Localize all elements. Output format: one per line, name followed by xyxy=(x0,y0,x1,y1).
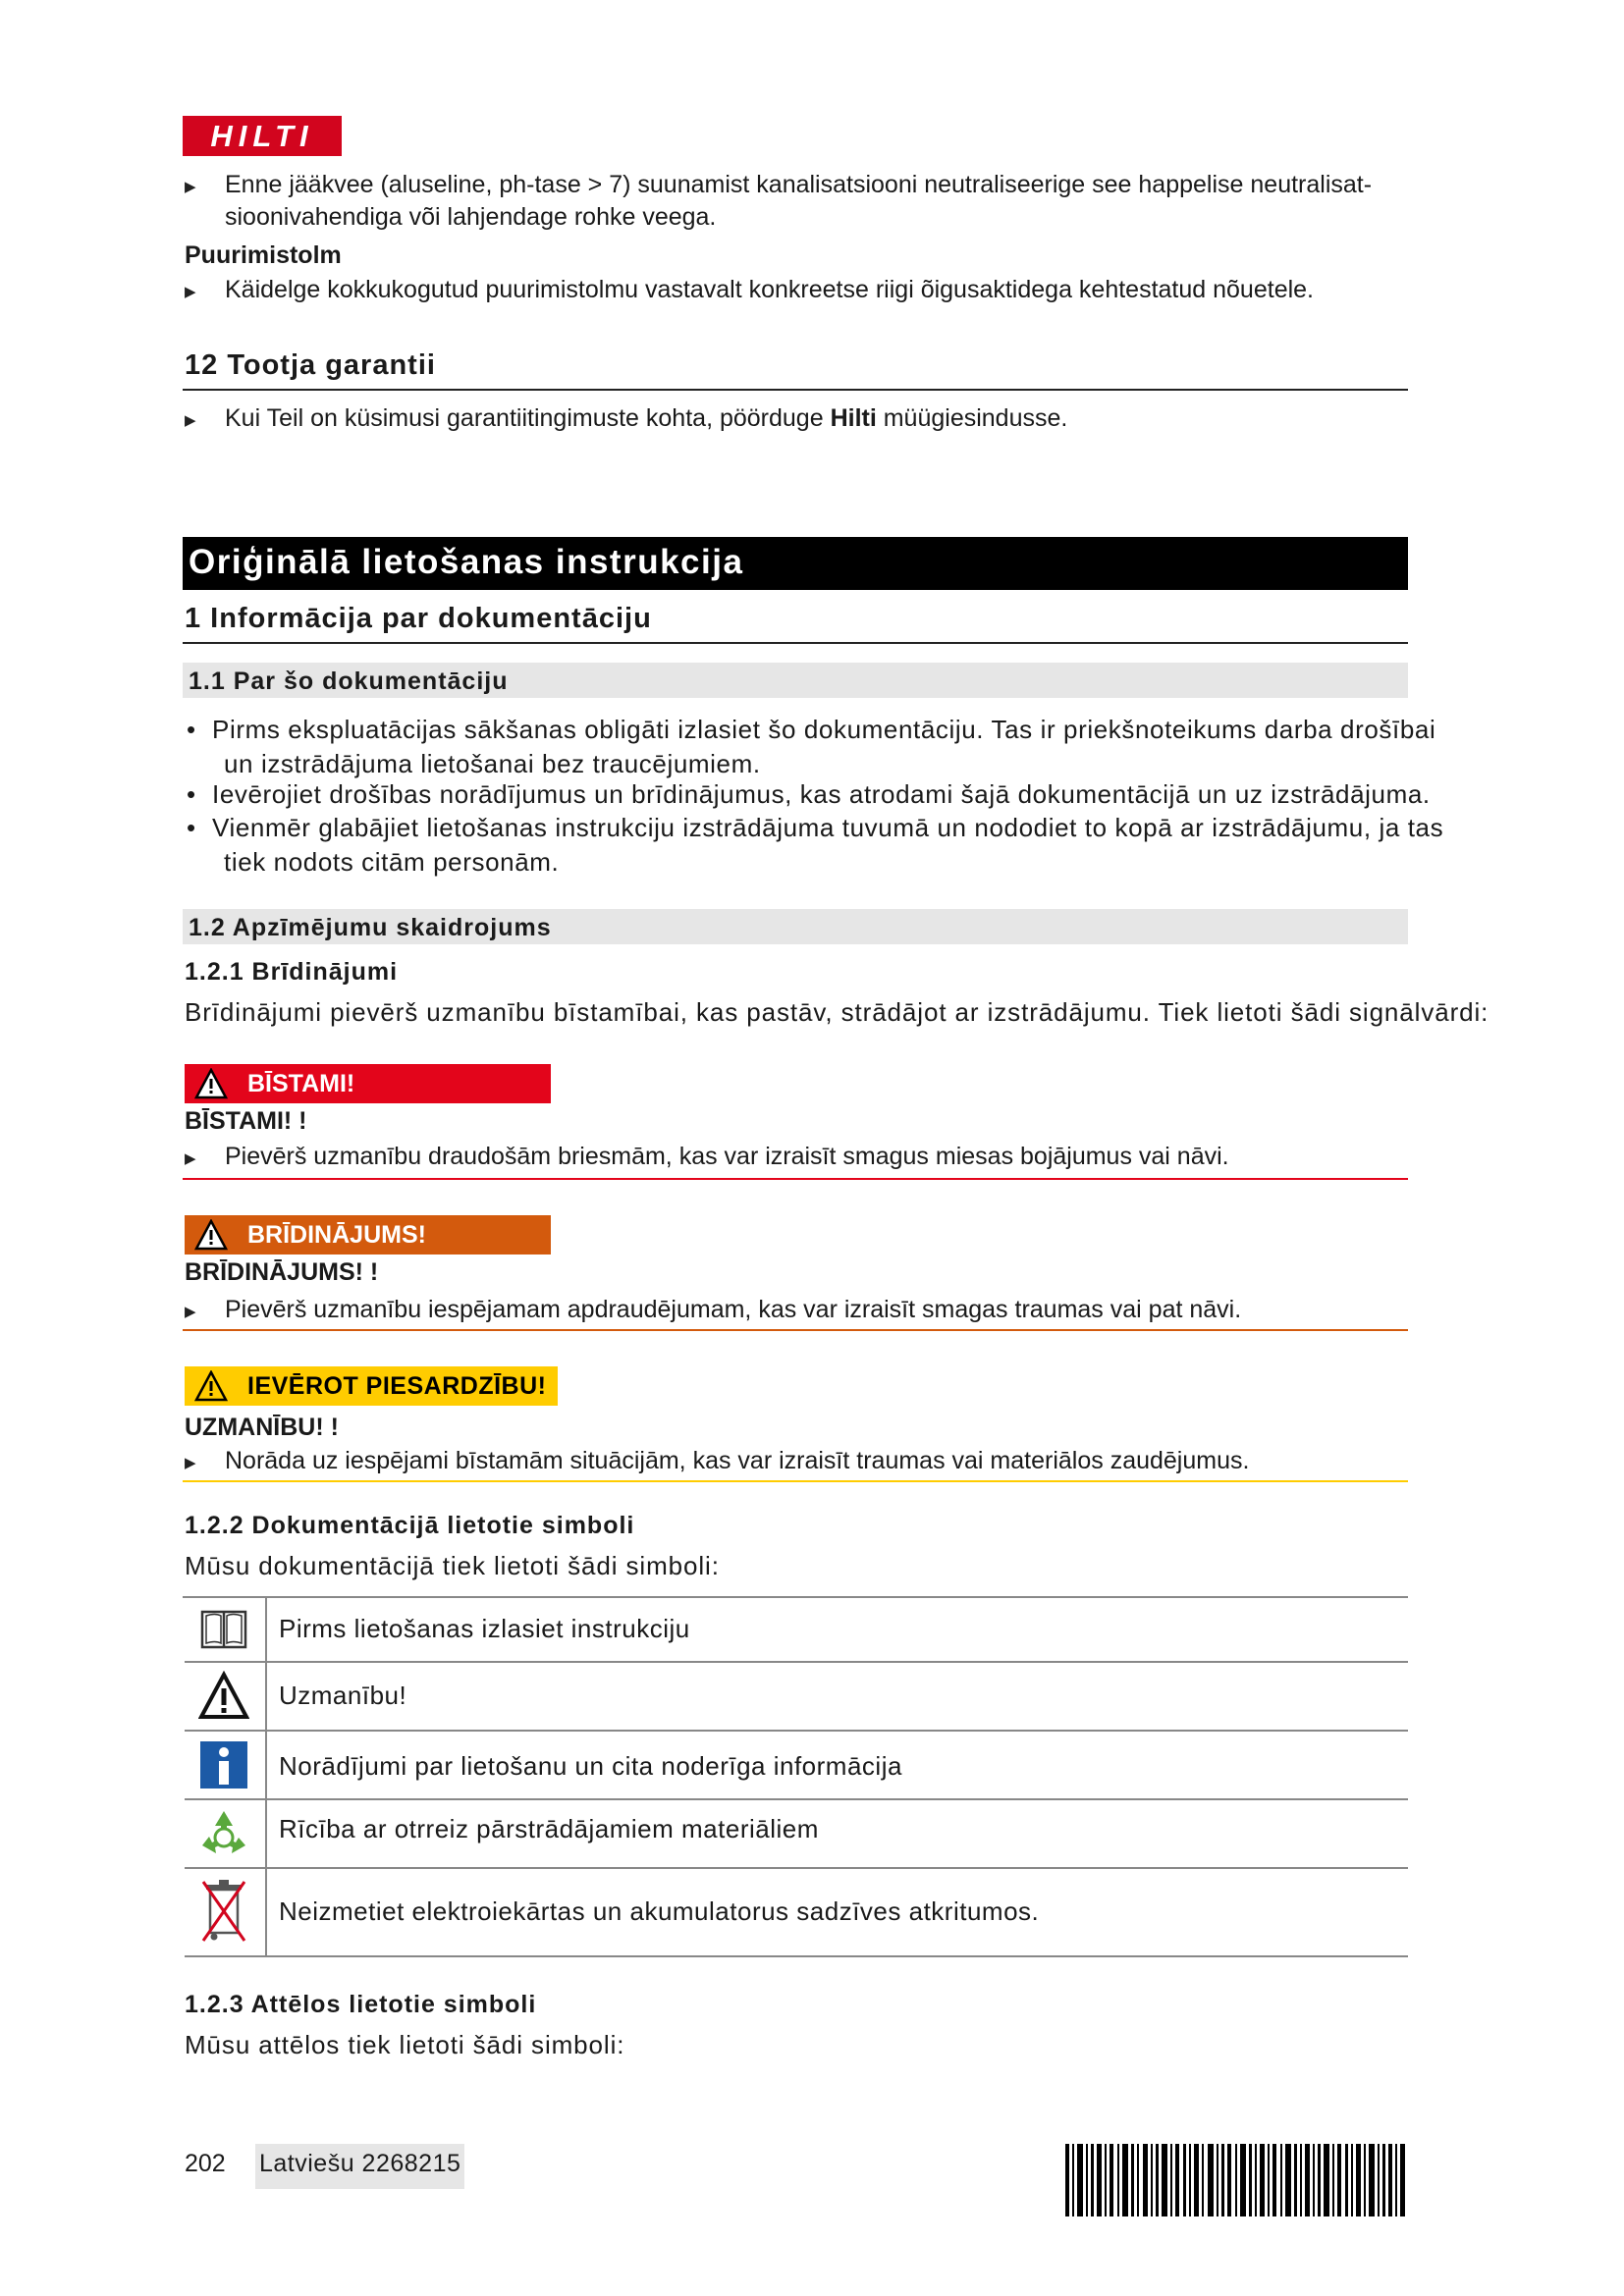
danger-badge xyxy=(185,1064,551,1103)
danger-rule xyxy=(183,1178,1408,1180)
symbols-intro: Mūsu dokumentācijā tiek lietoti šādi simboli: xyxy=(185,1551,720,1580)
bullet-arrow-icon: ▶ xyxy=(185,1304,196,1320)
bullet-dot-icon: • xyxy=(187,715,196,744)
bullet-arrow-icon: ▶ xyxy=(185,1455,196,1471)
warning-triangle-icon xyxy=(194,1219,228,1251)
section-1-2-heading: 1.2 Apzīmējumu skaidrojums xyxy=(189,914,552,941)
warning-rule xyxy=(183,1329,1408,1331)
danger-text: Pievērš uzmanību draudošām briesmām, kas var izraisīt smagus miesas bojājumus vai nāvi. xyxy=(225,1143,1229,1170)
list-item-line1: Ievērojiet drošības norādījumus un brīdinājumus, kas atrodami šajā dokumentācijā un uz izstrādājuma. xyxy=(212,779,1431,809)
bullet-arrow-icon: ▶ xyxy=(185,412,196,429)
warranty-text-brand: Hilti xyxy=(830,404,877,432)
logo-text: HILTI xyxy=(210,119,314,153)
bullet-text-line2: sioonivahendiga või lahjendage rohke veega. xyxy=(225,203,717,231)
warranty-heading: 12 Tootja garantii xyxy=(185,349,436,381)
doc-list-item xyxy=(185,713,1481,781)
caution-text: Norāda uz iespējami bīstamām situācijām, kas var izraisīt traumas vai materiālos zaudējumus. xyxy=(225,1447,1250,1474)
symbol-row xyxy=(185,1598,1408,1663)
warning-badge-label: BRĪDINĀJUMS! xyxy=(247,1221,426,1249)
symbol-row xyxy=(185,1663,1408,1732)
list-item-line1: Vienmēr glabājiet lietošanas instrukciju izstrādājuma tuvumā un nododiet to kopā ar izstrādājumu, ja tas xyxy=(212,813,1444,842)
warnings-intro: Brīdinājumi pievērš uzmanību bīstamībai, kas pastāv, strādājot ar izstrādājumu. Tiek lietoti šādi signālvārdi: xyxy=(185,997,1489,1027)
warranty-text-pre: Kui Teil on küsimusi garantiitingimuste kohta, pöörduge xyxy=(225,404,831,432)
warranty-rule xyxy=(183,389,1408,391)
bullet-arrow-icon: ▶ xyxy=(185,1150,196,1167)
warranty-bullet xyxy=(185,402,1406,435)
footer-lang-code xyxy=(255,2144,464,2189)
bullet-dot-icon: • xyxy=(187,779,196,809)
section-1-heading: 1 Informācija par dokumentāciju xyxy=(185,603,652,634)
warranty-text-post: müügiesindusse. xyxy=(876,404,1068,432)
symbol-text: Pirms lietošanas izlasiet instrukciju xyxy=(279,1614,690,1643)
list-item-line2: tiek nodots citām personām. xyxy=(224,847,560,877)
manual-title-banner xyxy=(183,537,1408,590)
warning-bullet xyxy=(185,1294,1406,1326)
symbol-row xyxy=(185,1732,1408,1800)
section-1-2-1-heading: 1.2.1 Brīdinājumi xyxy=(185,958,399,986)
danger-title: BĪSTAMI! ! xyxy=(185,1107,307,1135)
symbol-row xyxy=(185,1800,1408,1869)
section-1-rule xyxy=(183,642,1408,644)
symbol-text: Norādījumi par lietošanu un cita noderīga informācija xyxy=(279,1751,902,1781)
symbol-text: Rīcība ar otrreiz pārstrādājamiem materiāliem xyxy=(279,1814,819,1843)
warning-text: Pievērš uzmanību iespējamam apdraudējumam, kas var izraisīt smagas traumas vai pat nāvi. xyxy=(225,1296,1242,1323)
manual-title: Oriģinālā lietošanas instrukcija xyxy=(189,543,744,581)
dust-heading: Puurimistolm xyxy=(185,241,342,269)
footer-lang-text: Latviešu 2268215 xyxy=(259,2150,461,2177)
symbol-text: Neizmetiet elektroiekārtas un akumulatorus sadzīves atkritumos. xyxy=(279,1896,1040,1926)
figure-symbols-intro: Mūsu attēlos tiek lietoti šādi simboli: xyxy=(185,2030,625,2059)
dust-bullet xyxy=(185,274,1406,306)
symbol-text: Uzmanību! xyxy=(279,1681,407,1710)
warning-badge xyxy=(185,1215,551,1255)
caution-title: UZMANĪBU! ! xyxy=(185,1414,339,1441)
caution-badge xyxy=(185,1366,558,1406)
warning-title: BRĪDINĀJUMS! ! xyxy=(185,1258,379,1286)
book-icon xyxy=(198,1604,249,1655)
wastewater-bullet xyxy=(185,169,1406,234)
list-item-line1: Pirms ekspluatācijas sākšanas obligāti izlasiet šo dokumentāciju. Tas ir priekšnoteikums darba drošībai xyxy=(212,715,1436,744)
barcode xyxy=(1065,2144,1407,2216)
doc-list-item xyxy=(185,811,1481,880)
dust-bullet-text: Käidelge kokkukogutud puurimistolmu vastavalt konkreetse riigi õigusaktidega kehtestatud nõuetele. xyxy=(225,276,1314,303)
bullet-arrow-icon: ▶ xyxy=(185,179,196,195)
list-item-line2: un izstrādājuma lietošanai bez traucējumiem. xyxy=(224,749,761,778)
warning-triangle-icon xyxy=(194,1068,228,1099)
page-number: 202 xyxy=(185,2150,226,2177)
info-icon xyxy=(198,1739,249,1790)
crossed-bin-icon xyxy=(198,1873,249,1948)
section-1-2-3-heading: 1.2.3 Attēlos lietotie simboli xyxy=(185,1991,537,2018)
doc-list-item xyxy=(185,777,1481,812)
warning-triangle-icon xyxy=(194,1370,228,1402)
warning-triangle-icon xyxy=(198,1671,249,1722)
section-1-1-heading: 1.1 Par šo dokumentāciju xyxy=(189,667,509,695)
hilti-logo xyxy=(183,116,342,156)
bullet-dot-icon: • xyxy=(187,813,196,842)
bullet-text-line1: Enne jääkvee (aluseline, ph-tase > 7) suunamist kanalisatsiooni neutraliseerige see happelise neutralisat- xyxy=(225,171,1373,198)
bullet-arrow-icon: ▶ xyxy=(185,284,196,300)
caution-rule xyxy=(183,1480,1408,1482)
section-1-2-2-heading: 1.2.2 Dokumentācijā lietotie simboli xyxy=(185,1512,635,1539)
recycle-icon xyxy=(198,1808,249,1859)
danger-badge-label: BĪSTAMI! xyxy=(247,1070,355,1097)
symbol-row xyxy=(185,1869,1408,1957)
danger-bullet xyxy=(185,1141,1406,1173)
caution-bullet xyxy=(185,1445,1406,1477)
caution-badge-label: IEVĒROT PIESARDZĪBU! xyxy=(247,1372,547,1400)
